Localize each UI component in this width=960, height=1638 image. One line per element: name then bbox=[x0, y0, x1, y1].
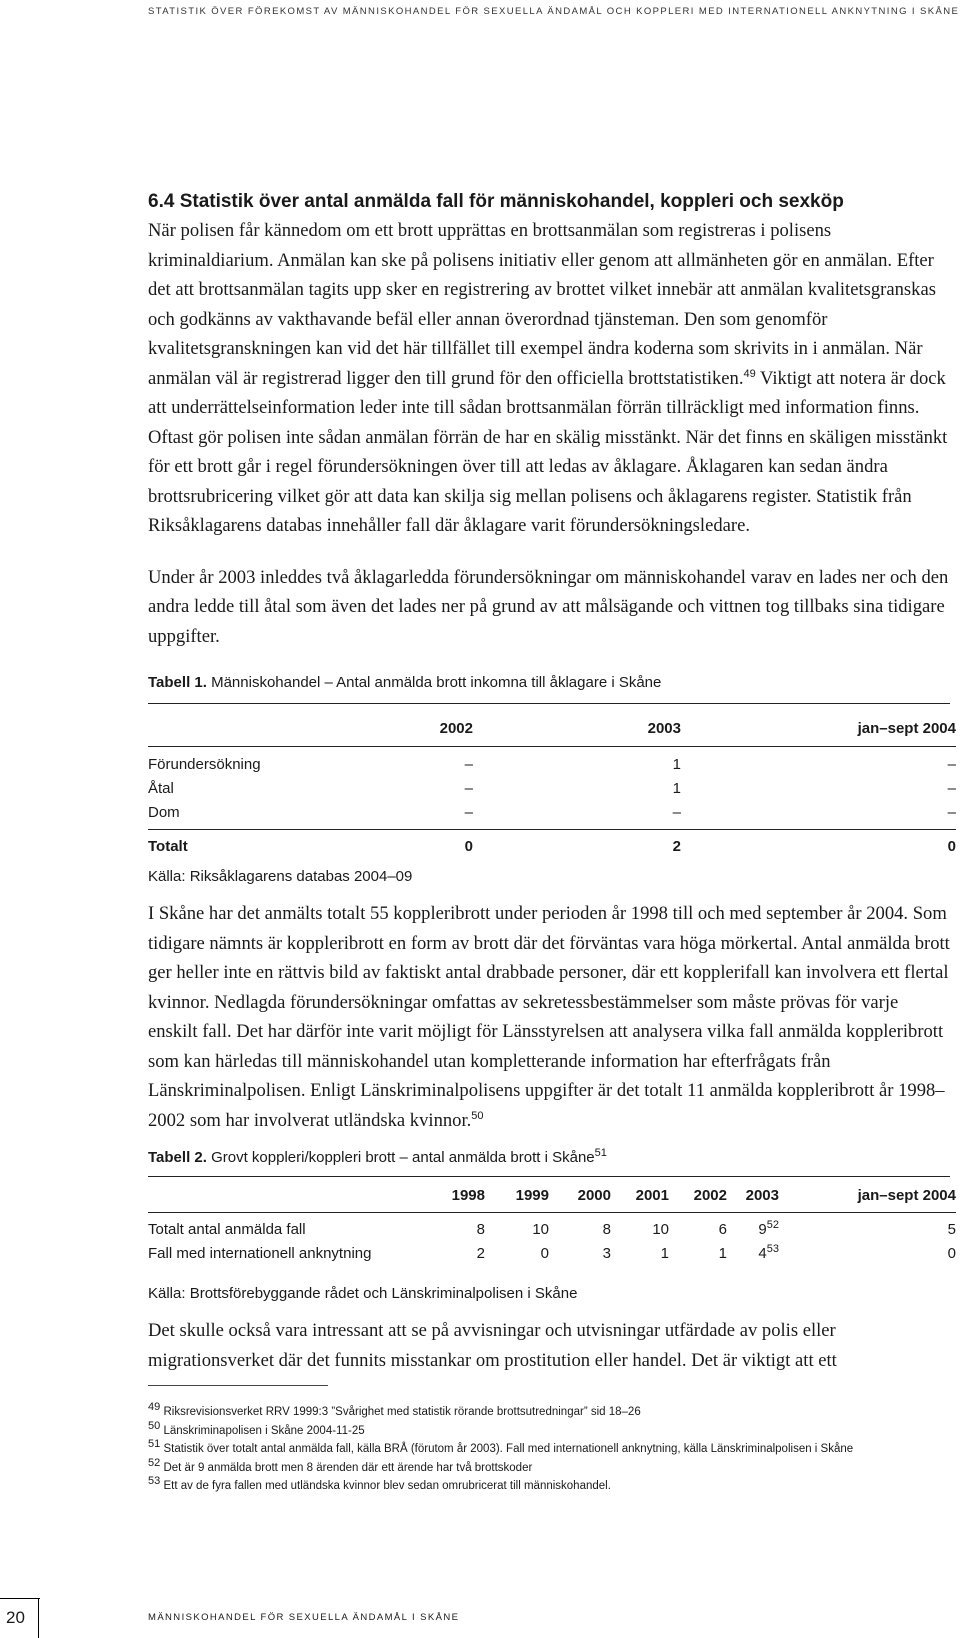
footnote-number: 50 bbox=[148, 1419, 161, 1432]
paragraph-1 bbox=[148, 216, 950, 541]
footnote-number: 53 bbox=[148, 1475, 161, 1488]
footnote-text: Ett av de fyra fallen med utländska kvinnor blev sedan omrubricerat till människohandel. bbox=[163, 1480, 611, 1492]
cell: 2 bbox=[476, 1244, 485, 1262]
footnote-ref-53[interactable]: 53 bbox=[766, 1242, 779, 1255]
table-row bbox=[148, 1217, 956, 1241]
cell: 0 bbox=[540, 1244, 549, 1262]
table-2-header-rule bbox=[148, 1212, 956, 1213]
footnote-text: Länskriminapolisen i Skåne 2004-11-25 bbox=[163, 1424, 365, 1437]
footnote-ref-51[interactable]: 51 bbox=[594, 1147, 607, 1159]
footnote bbox=[148, 1440, 950, 1459]
footnote bbox=[148, 1477, 950, 1496]
table-1-caption bbox=[148, 674, 950, 691]
table-1-col-header: 2002 bbox=[439, 719, 473, 737]
table-2-label: Tabell 2. bbox=[148, 1149, 207, 1166]
footnote-ref-52[interactable]: 52 bbox=[766, 1218, 779, 1231]
footer-vertical-rule bbox=[38, 1598, 39, 1638]
table-2-source: Källa: Brottsförebyggande rådet och Länskriminalpolisen i Skåne bbox=[148, 1285, 578, 1302]
table-1-label: Tabell 1. bbox=[148, 674, 207, 691]
table-2-col-header: 1999 bbox=[515, 1186, 549, 1204]
table-2-caption-text: Grovt koppleri/koppleri brott – antal anmälda brott i Skåne bbox=[206, 1149, 595, 1166]
cell bbox=[727, 1217, 779, 1241]
cell: – bbox=[464, 803, 473, 821]
table-row bbox=[148, 776, 956, 800]
footnote-text: Det är 9 anmälda brott men 8 ärenden där ett ärende har två brottskoder bbox=[163, 1461, 533, 1474]
table-2-col-header: jan–sept 2004 bbox=[857, 1186, 956, 1204]
row-label: Dom bbox=[148, 803, 180, 821]
page-number: 20 bbox=[6, 1608, 25, 1627]
cell: 10 bbox=[652, 1220, 669, 1238]
table-1-col-header: jan–sept 2004 bbox=[857, 719, 956, 737]
paragraph-1-text-a: När polisen får kännedom om ett brott upprättas en brottsanmälan som registreras i polisens kriminaldiarium. Anmälan kan ske på polisens initiativ eller genom att allmänheten gör en anmälan. Efter det att brottsanmälan tagits upp sker en registrering av brottet vilket innebär att anmälan kvalitetsgranskas och godkänns av vakthavande befäl eller annan överordnad tjänsteman. Den som genomför kvalitetsgranskningen kan vid det här tillfället till exempel ändra koderna som skrivits in i anmälan. När anmälan väl är registrerad ligger den till grund för den officiella brottstatistiken. bbox=[148, 220, 936, 389]
footnote-number: 49 bbox=[148, 1401, 161, 1414]
section-heading: 6.4 Statistik över antal anmälda fall för människohandel, koppleri och sexköp bbox=[148, 191, 844, 212]
table-1-top-rule bbox=[148, 703, 950, 704]
footnote-number: 52 bbox=[148, 1456, 161, 1469]
cell: 0 bbox=[947, 837, 956, 855]
footer-title: MÄNNISKOHANDEL FÖR SEXUELLA ÄNDAMÅL I SKÅNE bbox=[148, 1612, 460, 1623]
table-2-header-row bbox=[148, 1183, 956, 1207]
cell-value: 4 bbox=[758, 1244, 767, 1262]
paragraph-4: Det skulle också vara intressant att se på avvisningar och utvisningar utfärdade av polis eller migrationsverket där det funnits misstankar om prostitution eller handel. Det är viktigt att ett bbox=[148, 1320, 837, 1371]
footnote-ref-50[interactable]: 50 bbox=[471, 1109, 484, 1122]
table-row bbox=[148, 800, 956, 824]
cell: 0 bbox=[947, 1244, 956, 1262]
footnote-number: 51 bbox=[148, 1438, 161, 1451]
table-2-col-header: 2003 bbox=[745, 1186, 779, 1204]
table-1-col-header: 2003 bbox=[647, 719, 681, 737]
row-label: Förundersökning bbox=[148, 755, 261, 773]
table-1 bbox=[148, 716, 956, 858]
cell: – bbox=[947, 779, 956, 797]
cell: – bbox=[464, 779, 473, 797]
footnote-text: Riksrevisionsverket RRV 1999:3 ”Svårighet med statistik rörande brottsutredningar” sid 18–26 bbox=[163, 1406, 641, 1418]
table-2-col-header: 1998 bbox=[451, 1186, 485, 1204]
cell: 6 bbox=[718, 1220, 727, 1238]
footer-rule bbox=[0, 1598, 40, 1599]
cell: 0 bbox=[464, 837, 473, 855]
cell bbox=[727, 1241, 779, 1265]
table-2-col-header: 2000 bbox=[577, 1186, 611, 1204]
footnote bbox=[148, 1419, 950, 1441]
row-label: Totalt antal anmälda fall bbox=[148, 1220, 306, 1238]
footnote bbox=[148, 1403, 950, 1422]
table-row bbox=[148, 752, 956, 776]
table-1-caption-text: Människohandel – Antal anmälda brott inkomna till åklagare i Skåne bbox=[206, 674, 662, 691]
running-head: STATISTIK ÖVER FÖREKOMST AV MÄNNISKOHANDEL FÖR SEXUELLA ÄNDAMÅL OCH KOPPLERI MED INTERNATIONELL ANKNYTNING I SKÅNE bbox=[148, 6, 960, 17]
cell: 1 bbox=[718, 1244, 727, 1262]
cell: 5 bbox=[947, 1220, 956, 1238]
cell: 2 bbox=[672, 837, 681, 855]
footnote-divider bbox=[148, 1385, 328, 1386]
table-1-source: Källa: Riksåklagarens databas 2004–09 bbox=[148, 868, 413, 885]
footnote-ref-49[interactable]: 49 bbox=[743, 367, 756, 380]
row-label: Fall med internationell anknytning bbox=[148, 1244, 372, 1262]
cell: 8 bbox=[476, 1220, 485, 1238]
table-1-header-rule bbox=[148, 746, 956, 747]
cell-value: 9 bbox=[758, 1220, 767, 1238]
paragraph-3 bbox=[148, 899, 950, 1135]
table-2-top-rule bbox=[148, 1176, 950, 1177]
total-label: Totalt bbox=[148, 837, 188, 855]
table-2-col-header: 2002 bbox=[693, 1186, 727, 1204]
cell: – bbox=[947, 755, 956, 773]
table-total-row bbox=[148, 834, 956, 858]
table-1-total-rule bbox=[148, 829, 956, 830]
cell: 3 bbox=[602, 1244, 611, 1262]
main-content bbox=[148, 188, 956, 1375]
cell: 10 bbox=[532, 1220, 549, 1238]
footnote-text: Statistik över totalt antal anmälda fall, källa BRÅ (förutom år 2003). Fall med internationell anknytning, källa Länskriminalpolisen i Skåne bbox=[163, 1443, 854, 1455]
table-2 bbox=[148, 1183, 956, 1265]
footnote bbox=[148, 1456, 950, 1478]
table-2-caption bbox=[148, 1149, 950, 1166]
cell: 1 bbox=[672, 779, 681, 797]
table-row bbox=[148, 1241, 956, 1265]
footnotes bbox=[148, 1403, 950, 1496]
page-footer bbox=[0, 1598, 960, 1638]
cell: – bbox=[672, 803, 681, 821]
cell: 1 bbox=[672, 755, 681, 773]
paragraph-3-text: I Skåne har det anmälts totalt 55 koppleribrott under perioden år 1998 till och med september år 2004. Som tidigare nämnts är koppleribrott en form av brott där det förväntas vara höga mörkertal. Antal anmälda brott ger heller inte en rättvis bild av faktiskt antal drabbade personer, där ett kopplerifall kan involvera ett flertal kvinnor. Nedlagda förundersökningar omfattas av sekretessbestämmelser som måste prövas för varje enskilt fall. Det har därför inte varit möjligt för Länsstyrelsen att analysera vilka fall anmälda koppleribrott som kan härledas till människohandel utan kompletterande information har efterfrågats från Länskriminalpolisen. Enligt Länskriminalpolisens uppgifter är det totalt 11 anmälda koppleribrott år 1998–2002 som har involverat utländska kvinnor. bbox=[148, 903, 950, 1131]
row-label: Åtal bbox=[148, 779, 174, 797]
table-1-header-row bbox=[148, 716, 956, 740]
paragraph-2: Under år 2003 inleddes två åklagarledda förundersökningar om människohandel varav en lades ner och den andra ledde till åtal som även det lades ner på grund av att målsägande och vittnen tog tillbaks sina tidigare uppgifter. bbox=[148, 566, 949, 647]
cell: – bbox=[947, 803, 956, 821]
cell: 8 bbox=[602, 1220, 611, 1238]
cell: 1 bbox=[660, 1244, 669, 1262]
cell: – bbox=[464, 755, 473, 773]
table-2-col-header: 2001 bbox=[635, 1186, 669, 1204]
paragraph-1-text-b: Viktigt att notera är dock att underrättelseinformation leder inte till sådan brottsanmälan förrän tillräckligt med information finns. Oftast gör polisen inte sådan anmälan förrän de har en skälig misstänkt. När det finns en skäligen misstänkt för ett brott går i regel förundersökningen över till att ledas av åklagare. Åklagaren kan sedan ändra brottsrubricering vilket gör att data kan skilja sig mellan polisens och åklagarens register. Statistik från Riksåklagarens databas innehåller fall där åklagare varit förundersökningsledare. bbox=[148, 367, 948, 536]
